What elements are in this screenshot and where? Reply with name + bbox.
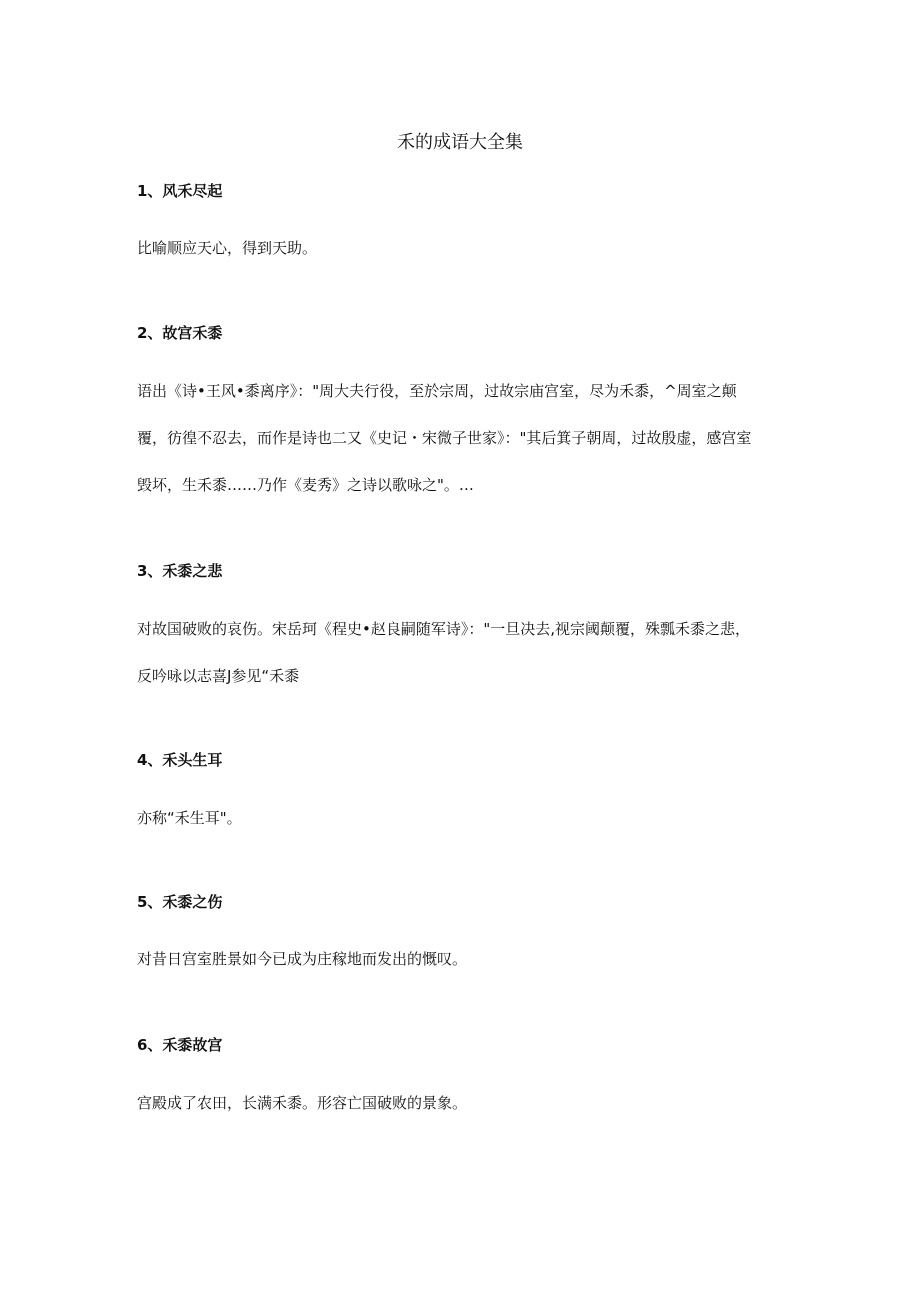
definition-line: 毁坏，生禾黍……乃作《麦秀》之诗以歌咏之"。… [137,476,474,494]
idiom-heading: 1、风禾尽起 [137,182,223,200]
definition-line: 对昔日宫室胜景如今已成为庄稼地而发出的慨叹。 [137,950,468,968]
idiom-definition [137,606,797,700]
idiom-heading: 5、禾黍之伤 [137,893,223,911]
idiom-definition [137,795,797,842]
definition-line: 覆，彷徨不忍去，而作是诗也二又《史记・宋微子世家》："其后箕子朝周，过故殷虚，感宫室 [137,429,752,447]
idiom-heading: 4、禾头生耳 [137,751,223,769]
idiom-entry [137,322,797,509]
idiom-definition [137,225,797,272]
idiom-entry [137,891,797,983]
idiom-entry [137,180,797,272]
definition-line: 对故国破败的哀伤。宋岳珂《程史•赵良嗣随军诗》："一旦决去,视宗阈颠覆，殊瓢禾黍之悲， [137,620,751,638]
idiom-heading: 6、禾黍故宫 [137,1036,223,1054]
document-title: 禾的成语大全集 [397,132,523,153]
idiom-entry [137,749,797,842]
definition-line: 语出《诗•王风•黍离序》："周大夫行役，至於宗周，过故宗庙宫室，尽为禾黍，^周室之颠 [137,382,737,400]
idiom-definition [137,1080,797,1127]
idiom-entry [137,560,797,700]
idiom-heading: 3、禾黍之悲 [137,562,223,580]
idiom-entry [137,1034,797,1127]
definition-line: 宫殿成了农田，长满禾黍。形容亡国破败的景象。 [137,1094,468,1112]
definition-line: 亦称“禾生耳"。 [137,809,242,827]
definition-line: 比喻顺应天心，得到天助。 [137,239,318,257]
idiom-heading: 2、故宫禾黍 [137,324,223,342]
idiom-definition [137,368,797,509]
idiom-definition [137,936,797,983]
definition-line: 反吟咏以志喜J参见“禾黍 [137,667,300,685]
